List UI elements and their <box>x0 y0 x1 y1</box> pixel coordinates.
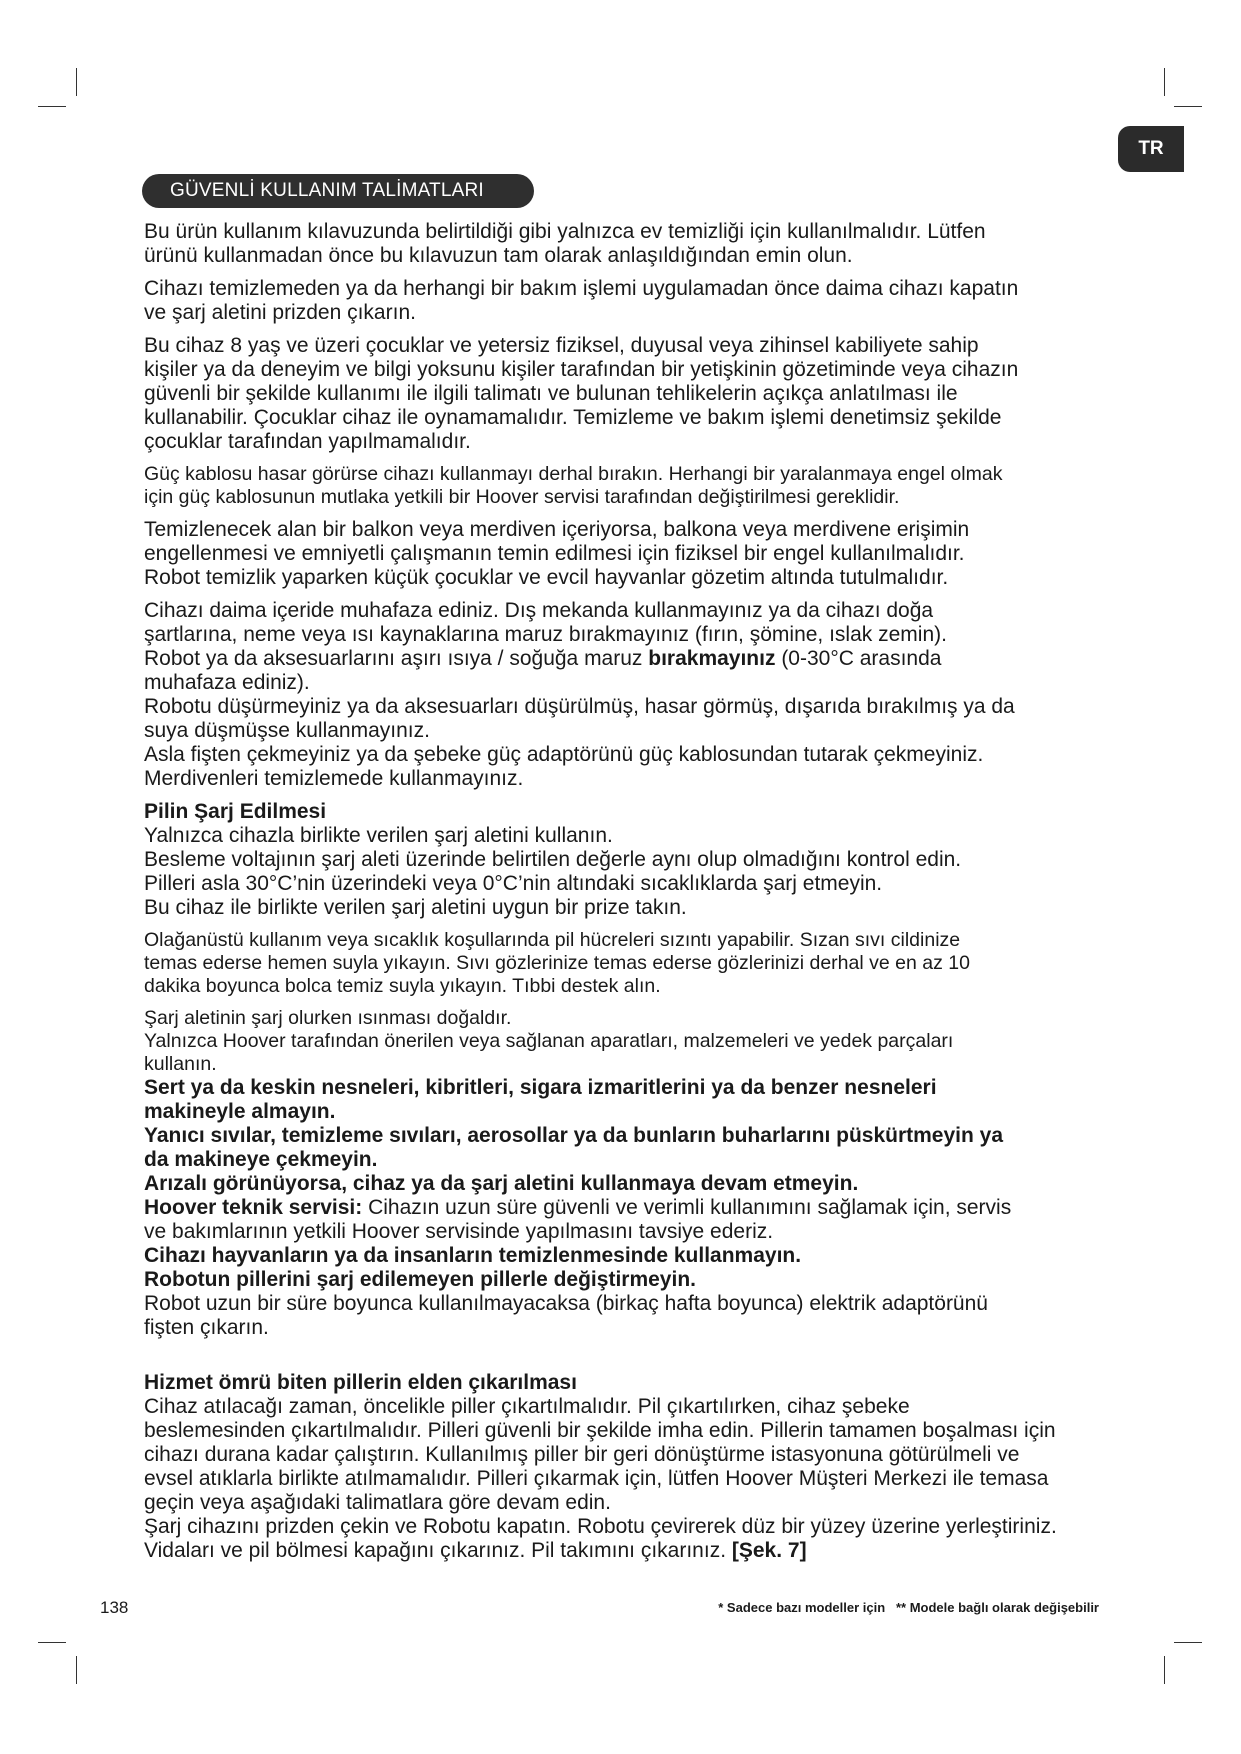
section-title: GÜVENLİ KULLANIM TALİMATLARI <box>142 174 534 208</box>
crop-mark <box>76 1656 77 1684</box>
page-number: 138 <box>100 1598 129 1617</box>
paragraph-charging: Pilin Şarj Edilmesi Yalnızca cihazla birlikte verilen şarj aletini kullanın. Besleme voltajının şarj aleti üzerinde belirtilen değerle aynı olup olmadığını kontrol edin. Pilleri asla 30°C’nin üzerindeki veya 0°C’nin altındaki sıcaklıklarda şarj etmeyin. Bu cihaz ile birlikte verilen şarj aletini uygun bir prize takın. <box>144 800 1104 920</box>
paragraph-warnings: Sert ya da keskin nesneleri, kibritleri, sigara izmaritlerini ya da benzer nesneleri makineyle almayın. Yanıcı sıvılar, temizleme sıvıları, aerosollar ya da bunların buharlarını püskürtmeyin ya da makineye çekmeyin. Arızalı görünüyorsa, cihaz ya da şarj aletini kullanmaya devam etmeyin. <box>144 1076 1004 1195</box>
page-content <box>144 220 1104 1572</box>
paragraph-intended-use: Bu ürün kullanım kılavuzunda belirtildiği gibi yalnızca ev temizliği için kullanılmalıdır. Lütfen ürünü kullanmadan önce bu kılavuzun tam olarak anlaşıldığından emin olun. <box>144 220 986 267</box>
crop-mark <box>38 106 66 107</box>
paragraph-service: Hoover teknik servisi: Cihazın uzun süre güvenli ve verimli kullanımını sağlamak için, servis ve bakımlarının yetkili Hoover servisinde yapılmasını tavsiye ederiz. <box>144 1196 1012 1243</box>
paragraph-leakage: Olağanüstü kullanım veya sıcaklık koşullarında pil hücreleri sızıntı yapabilir. Sızan sıvı cildinize temas ederse hemen suyla yıkayın. Sıvı gözlerinize temas ederse gözlerinizi derhal ve en az 10 dakika boyunca bolca temiz suyla yıkayın. Tıbbi destek alın. <box>144 929 970 997</box>
crop-mark <box>1164 68 1165 96</box>
language-tab: TR <box>1118 126 1184 172</box>
paragraph-accessories: Şarj aletinin şarj olurken ısınması doğaldır. Yalnızca Hoover tarafından önerilen veya sağlanan aparatları, malzemeleri ve yedek parçaları kullanın. <box>144 1007 954 1075</box>
crop-mark <box>76 68 77 96</box>
paragraph-power-cord: Güç kablosu hasar görürse cihazı kullanmayı derhal bırakın. Herhangi bir yaralanmaya engel olmak için güç kablosunun mutlaka yetkili bir Hoover servisi tarafından değiştirilmesi gereklidir. <box>144 463 1003 508</box>
footnote: * Sadece bazı modeller için ** Modele bağlı olarak değişebilir <box>718 1600 1099 1615</box>
paragraph-disposal: Hizmet ömrü biten pillerin elden çıkarılması Cihaz atılacağı zaman, öncelikle piller çıkartılmalıdır. Pil çıkartılırken, cihaz şebeke beslemesinden çıkartılmalıdır. Pilleri güvenli bir şekilde imha edin. Pillerin tamamen boşalması için cihazı durana kadar çalıştırın. Kullanılmış piller bir geri dönüştürme istasyonuna götürülmeli ve evsel atıklarla birlikte atılmamalıdır. Pilleri çıkarmak için, lütfen Hoover Müşteri Merkezi ile temasa geçin veya aşağıdaki talimatlara göre devam edin. Şarj cihazını prizden çekin ve Robotu kapatın. Robotu çevirerek düz bir yüzey üzerine yerleştiriniz. Vidaları ve pil bölmesi kapağını çıkarınız. Pil takımını çıkarınız. [Şek. 7] <box>144 1371 1104 1563</box>
crop-mark <box>1174 106 1202 107</box>
paragraph-warnings-2: Cihazı hayvanların ya da insanların temizlenmesinde kullanmayın. Robotun pillerini şarj edilemeyen pillerle değiştirmeyin. <box>144 1244 802 1291</box>
paragraph-maintenance: Cihazı temizlemeden ya da herhangi bir bakım işlemi uygulamadan önce daima cihazı kapatın ve şarj aletini prizden çıkarın. <box>144 277 1019 324</box>
disposal-heading: Hizmet ömrü biten pillerin elden çıkarılması <box>144 1371 577 1394</box>
crop-mark <box>1164 1656 1165 1684</box>
crop-mark <box>38 1642 66 1643</box>
spacer <box>144 1349 1104 1371</box>
crop-mark <box>1174 1642 1202 1643</box>
paragraph-storage: Cihazı daima içeride muhafaza ediniz. Dış mekanda kullanmayınız ya da cihazı doğa şartlarına, neme veya ısı kaynaklarına maruz bırakmayınız (fırın, şömine, ıslak zemin). Robot ya da aksesuarlarını aşırı ısıya / soğuğa maruz bırakmayınız (0-30°C arasında muhafaza ediniz). Robotu düşürmeyiniz ya da aksesuarları düşürülmüş, hasar görmüş, dışarıda bırakılmış ya da suya düşmüşse kullanmayınız. Asla fişten çekmeyiniz ya da şebeke güç adaptörünü güç kablosundan tutarak çekmeyiniz. Merdivenleri temizlemede kullanmayınız. <box>144 599 1015 790</box>
paragraph-children: Bu cihaz 8 yaş ve üzeri çocuklar ve yetersiz fiziksel, duyusal veya zihinsel kabiliyete sahip kişiler ya da deneyim ve bilgi yoksunu kişiler tarafından bir yetişkinin gözetiminde veya cihazın güvenli bir şekilde kullanımı ile ilgili talimatı ve bulunan tehlikelerin açıkça anlatılması ile kullanabilir. Çocuklar cihaz ile oynamamalıdır. Temizleme ve bakım işlemi denetimsiz şekilde çocuklar tarafından yapılmamalıdır. <box>144 334 1019 453</box>
paragraph-stairs: Temizlenecek alan bir balkon veya merdiven içeriyorsa, balkona veya merdivene erişimin engellenmesi ve emniyetli çalışmanın temin edilmesi için fiziksel bir engel kullanılmalıdır. Robot temizlik yaparken küçük çocuklar ve evcil hayvanlar gözetim altında tutulmalıdır. <box>144 518 970 589</box>
charging-heading: Pilin Şarj Edilmesi <box>144 800 327 823</box>
paragraph-unplug: Robot uzun bir süre boyunca kullanılmayacaksa (birkaç hafta boyunca) elektrik adaptörünü fişten çıkarın. <box>144 1292 988 1339</box>
